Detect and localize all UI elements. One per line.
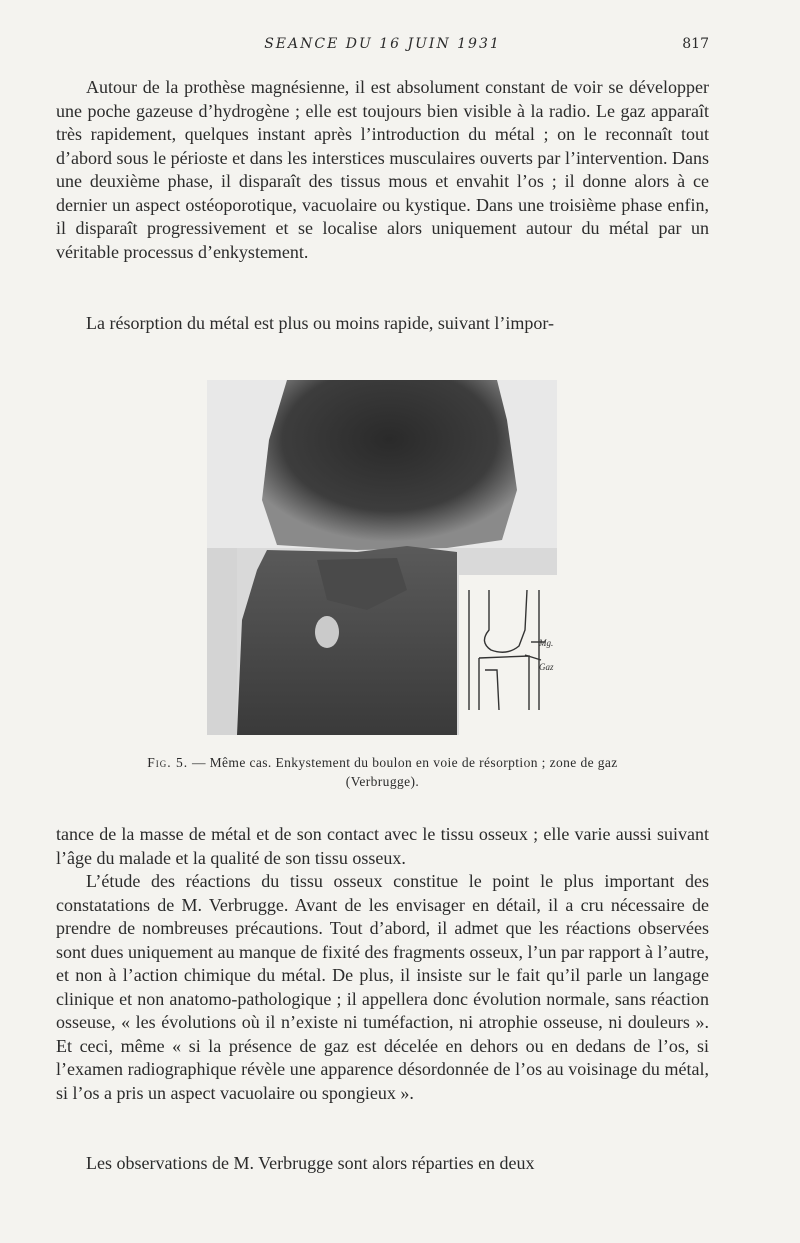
figure-label: Fig. 5. [147,755,189,770]
paragraph-bone-reactions: L’étude des réactions du tissu osseux constitue le point le plus important des constatations de M. Verbrugge. Avant de les envisager en détail, il a cru nécessaire de prendre de nombreuses précautions. Tout d’abord, il admet que les réactions observées sont dues uniquement au manque de fixité des fragments osseux, l’un par rapport à l’autre, et non à l’action chimique du métal. De plus, il insiste sur le fait qu’il parle un langage clinique et non anatomo-pathologique ; il appellera donc évolution normale, sans réaction osseuse, « les évolutions où il n’existe ni tuméfaction, ni atrophie osseuse, ni douleurs ». Et ceci, même « si la présence de gaz est décelée en dehors ou en dedans de l’os, si l’examen radiographique révèle une apparence désordonnée de l’os au voisinage du métal, si l’os a pris un aspect vacuolaire ou spongieux ». [56,871,709,1103]
figure-caption-text: — Même cas. Enkystement du boulon en voie de résorption ; zone de gaz (Verbrugge). [191,755,618,789]
inset-label-gaz: Gaz [539,662,554,672]
inset-diagram-panel [459,575,557,735]
figure-radiograph [207,380,557,735]
knee-radiograph-image [207,380,557,735]
paragraph-observations: Les observations de M. Verbrugge sont alors réparties en deux [86,1153,535,1173]
paragraph-gas-pocket: Autour de la prothèse magnésienne, il est absolument constant de voir se développer une poche gazeuse d’hydrogène ; elle est toujours bien visible à la radio. Le gaz apparaît très rapidement, quelques instant après l’introduction du métal ; on le reconnaît tout d’abord sous le périoste et dans les interstices musculaires ouverts par l’intervention. Dans une deuxième phase, il disparaît des tissus mous et envahit l’os ; il donne alors à ce dernier un aspect ostéoporotique, vacuolaire ou kystique. Dans une troisième phase enfin, il disparaît progressivement et se localise alors uniquement autour du métal par un véritable processus d’enkystement. [56,77,709,262]
page-number: 817 [682,36,709,52]
paragraph-resorption-start: La résorption du métal est plus ou moins rapide, suivant l’impor- [86,313,555,333]
running-header [56,36,709,56]
header-title: SEANCE DU 16 JUIN 1931 [264,36,501,52]
figure-caption [110,753,655,791]
inset-label-mg: Mg. [539,638,554,648]
femur-shadow [262,380,517,550]
paragraph-resorption-end: tance de la masse de métal et de son contact avec le tissu osseux ; elle varie aussi suivant l’âge du malade et la qualité de son tissu osseux. [56,824,709,868]
gas-zone-highlight [315,616,339,648]
